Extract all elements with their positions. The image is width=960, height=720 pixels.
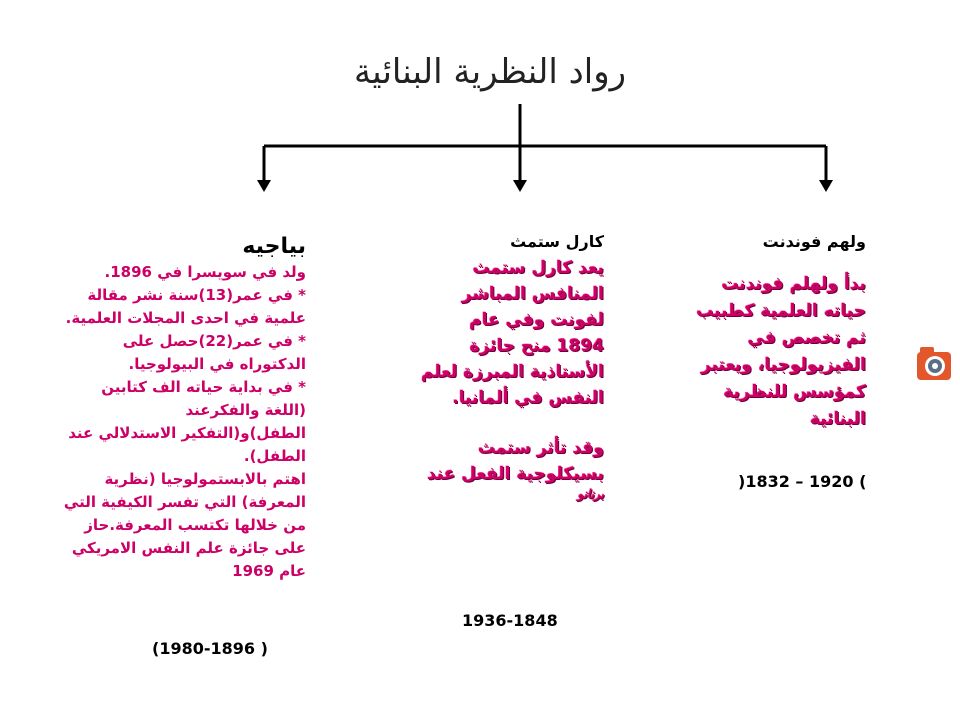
stumpf-influence: وقد تأثر ستمث بسيكلوجية الفعل عند [426, 438, 604, 484]
wundt-name: ولهم فوندنت [762, 232, 866, 251]
diagram-title: رواد النظرية البنائية [353, 52, 627, 92]
stumpf-column [418, 232, 604, 501]
stumpf-description: يعد كارل ستمث المنافس المباشر لفونت وفي عام 1894 منح جائزة الأستاذية المبرزة لعلم النفس في ألمانيا. [421, 258, 604, 408]
stumpf-name: كارل ستمث [510, 232, 604, 251]
right-arrowhead [819, 180, 833, 192]
left-arrowhead [257, 180, 271, 192]
piaget-line: ولد في سويسرا في 1896. [104, 263, 306, 281]
piaget-line: * في عمر(22)حصل على الدكتوراه في البيولوجيا. [122, 332, 306, 373]
piaget-name: بياجيه [242, 234, 306, 259]
stumpf-years: 1936-1848 [462, 611, 558, 630]
piaget-details [56, 261, 306, 583]
piaget-years: (1980-1896 ) [152, 639, 268, 658]
wundt-description: بدأ ولهلم فوندنت حياته العلمية كطبيب ثم تخصص في الفيزيولوجيا، ويعتبر كمؤسس للنظرية البنائية [696, 274, 866, 429]
wundt-column [690, 232, 866, 433]
piaget-column [56, 234, 306, 583]
camera-logo-icon [914, 344, 954, 384]
wundt-years: )1832 – 1920 ( [738, 472, 867, 491]
piaget-line: * في عمر(13)سنة نشر مقالة علمية في احدى المجلات العلمية. [65, 286, 306, 327]
piaget-line: اهتم بالابستمولوجيا (نظرية المعرفة) التي تفسر الكيفية التي من خلالها تكتسب المعرفة.حاز على جائزة علم النفس الامريكي عام 1969 [63, 470, 306, 580]
middle-arrowhead [513, 180, 527, 192]
stumpf-influence-source: برنانو [577, 487, 604, 501]
piaget-line: * في بداية حياته الف كتابين (اللغة والفكرعند الطفل)و(التفكير الاستدلالي عند الطفل). [68, 378, 306, 465]
